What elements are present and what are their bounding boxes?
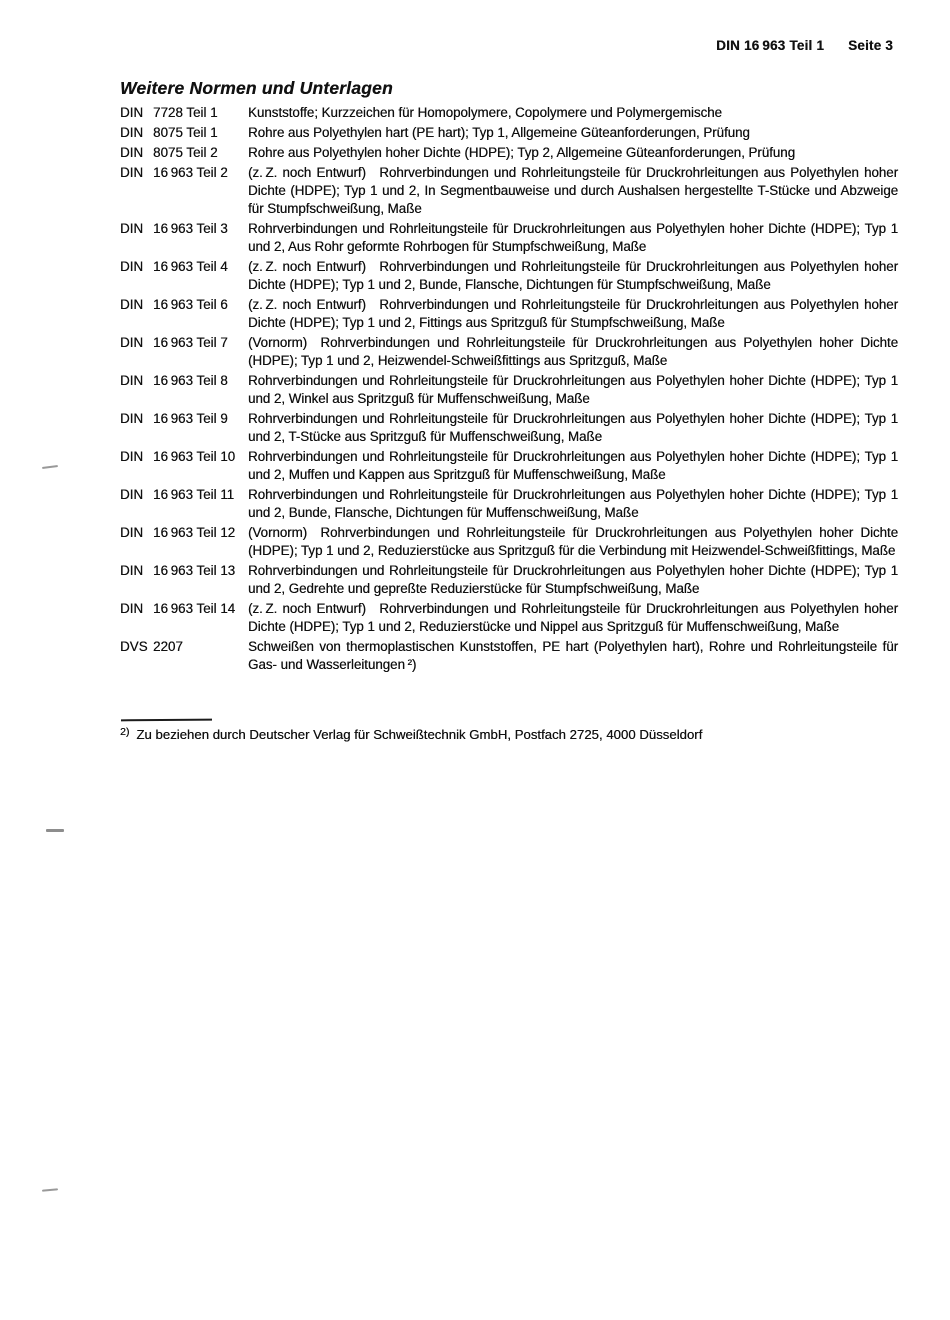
- reference-description: (z. Z. noch Entwurf) Rohrverbindungen und Rohrleitungsteile für Druckrohrleitungen aus Polyethylen hoher Dichte (HDPE); Typ 1 und 2, Fittings aus Spritzguß für Stumpfschweißung, Maße: [248, 297, 898, 330]
- reference-label: [120, 220, 248, 238]
- reference-description: Kunststoffe; Kurzzeichen für Homopolymere, Copolymere und Polymergemische: [248, 105, 722, 120]
- reference-label: [120, 410, 248, 428]
- footnote-marker: 2): [120, 726, 130, 738]
- reference-code: 16 963 Teil 14: [153, 601, 236, 616]
- header-page-number: Seite 3: [848, 38, 893, 53]
- reference-label: [120, 638, 248, 656]
- reference-row: [120, 334, 898, 370]
- reference-row: [120, 104, 898, 122]
- reference-org: DIN: [120, 335, 144, 350]
- reference-label: [120, 448, 248, 466]
- reference-label: [120, 296, 248, 314]
- reference-org: DIN: [120, 525, 144, 540]
- reference-row: [120, 524, 898, 560]
- scan-mark-artifact: [46, 829, 64, 832]
- reference-row: [120, 258, 898, 294]
- reference-code: 16 963 Teil 2: [153, 165, 228, 180]
- reference-row: [120, 164, 898, 218]
- reference-org: DIN: [120, 165, 144, 180]
- reference-code: 16 963 Teil 3: [153, 221, 228, 236]
- reference-description: Rohrverbindungen und Rohrleitungsteile für Druckrohrleitungen aus Polyethylen hoher Dichte (HDPE); Typ 1 und 2, Aus Rohr geformte Rohrbogen für Stumpfschweißung, Maße: [248, 221, 898, 254]
- scan-mark-artifact: [42, 1188, 58, 1191]
- reference-label: [120, 524, 248, 542]
- scan-mark-artifact: [42, 465, 58, 469]
- reference-description: Rohrverbindungen und Rohrleitungsteile für Druckrohrleitungen aus Polyethylen hoher Dichte (HDPE); Typ 1 und 2, Muffen und Kappen aus Spritzguß für Muffenschweißung, Maße: [248, 449, 898, 482]
- reference-code: 16 963 Teil 7: [153, 335, 228, 350]
- reference-label: [120, 562, 248, 580]
- footnote-text: Zu beziehen durch Deutscher Verlag für Schweißtechnik GmbH, Postfach 2725, 4000 Düsseldorf: [136, 727, 703, 742]
- section-title: Weitere Normen und Unterlagen: [120, 78, 393, 98]
- reference-code: 16 963 Teil 10: [153, 449, 236, 464]
- reference-row: [120, 448, 898, 484]
- reference-label: [120, 372, 248, 390]
- reference-code: 16 963 Teil 11: [153, 487, 235, 502]
- reference-code: 16 963 Teil 9: [153, 411, 228, 426]
- reference-description: Rohre aus Polyethylen hoher Dichte (HDPE); Typ 2, Allgemeine Güteanforderungen, Prüfung: [248, 145, 795, 160]
- reference-description: (z. Z. noch Entwurf) Rohrverbindungen und Rohrleitungsteile für Druckrohrleitungen aus Polyethylen hoher Dichte (HDPE); Typ 1 und 2, In Segmentbauweise und durch Aushalsen hergestellte T-Stücke und Abzweige für Stumpfschweißung, Maße: [248, 165, 898, 216]
- reference-org: DIN: [120, 373, 144, 388]
- reference-code: 16 963 Teil 13: [153, 563, 236, 578]
- reference-row: [120, 486, 898, 522]
- reference-org: DIN: [120, 125, 144, 140]
- reference-row: [120, 220, 898, 256]
- reference-org: DIN: [120, 411, 144, 426]
- reference-label: [120, 144, 248, 162]
- reference-org: DIN: [120, 601, 144, 616]
- reference-label: [120, 600, 248, 618]
- reference-code: 8075 Teil 2: [153, 145, 218, 160]
- reference-label: [120, 104, 248, 122]
- reference-row: [120, 124, 898, 142]
- reference-description: Rohrverbindungen und Rohrleitungsteile für Druckrohrleitungen aus Polyethylen hoher Dichte (HDPE); Typ 1 und 2, Bunde, Flansche, Dichtungen für Muffenschweißung, Maße: [248, 487, 898, 520]
- reference-org: DIN: [120, 449, 144, 464]
- reference-code: 16 963 Teil 12: [153, 525, 236, 540]
- reference-code: 8075 Teil 1: [153, 125, 218, 140]
- reference-row: [120, 144, 898, 162]
- reference-code: 16 963 Teil 4: [153, 259, 228, 274]
- reference-code: 16 963 Teil 6: [153, 297, 228, 312]
- reference-row: [120, 600, 898, 636]
- reference-row: [120, 372, 898, 408]
- reference-org: DIN: [120, 221, 144, 236]
- reference-org: DIN: [120, 487, 144, 502]
- reference-row: [120, 562, 898, 598]
- reference-label: [120, 164, 248, 182]
- reference-description: Rohrverbindungen und Rohrleitungsteile für Druckrohrleitungen aus Polyethylen hoher Dichte (HDPE); Typ 1 und 2, Winkel aus Spritzguß für Muffenschweißung, Maße: [248, 373, 898, 406]
- reference-list: [120, 104, 898, 676]
- reference-org: DIN: [120, 105, 144, 120]
- reference-row: [120, 296, 898, 332]
- reference-org: DIN: [120, 297, 144, 312]
- reference-description: (Vornorm) Rohrverbindungen und Rohrleitungsteile für Druckrohrleitungen aus Polyethylen hoher Dichte (HDPE); Typ 1 und 2, Reduzierstücke aus Spritzguß für die Verbindung mit Heizwendel-Schweißfittings, Maße: [248, 525, 898, 558]
- reference-description: (Vornorm) Rohrverbindungen und Rohrleitungsteile für Druckrohrleitungen aus Polyethylen hoher Dichte (HDPE); Typ 1 und 2, Heizwendel-Schweißfittings aus Spritzguß, Maße: [248, 335, 898, 368]
- reference-org: DIN: [120, 563, 144, 578]
- reference-label: [120, 258, 248, 276]
- reference-code: 2207: [153, 639, 183, 654]
- footnote-divider: [121, 719, 212, 722]
- page-header: [716, 38, 893, 53]
- reference-row: [120, 638, 898, 674]
- reference-description: (z. Z. noch Entwurf) Rohrverbindungen und Rohrleitungsteile für Druckrohrleitungen aus Polyethylen hoher Dichte (HDPE); Typ 1 und 2, Bunde, Flansche, Dichtungen für Stumpfschweißung, Maße: [248, 259, 898, 292]
- reference-description: Schweißen von thermoplastischen Kunststoffen, PE hart (Polyethylen hart), Rohre und Rohrleitungsteile für Gas- und Wasserleitungen ²): [248, 639, 898, 672]
- reference-code: 16 963 Teil 8: [153, 373, 228, 388]
- reference-label: [120, 334, 248, 352]
- reference-code: 7728 Teil 1: [153, 105, 218, 120]
- reference-description: Rohre aus Polyethylen hart (PE hart); Typ 1, Allgemeine Güteanforderungen, Prüfung: [248, 125, 750, 140]
- reference-row: [120, 410, 898, 446]
- reference-label: [120, 124, 248, 142]
- reference-description: Rohrverbindungen und Rohrleitungsteile für Druckrohrleitungen aus Polyethylen hoher Dichte (HDPE); Typ 1 und 2, Gedrehte und gepreßte Reduzierstücke für Stumpfschweißung, Maße: [248, 563, 898, 596]
- reference-org: DVS: [120, 639, 148, 654]
- reference-description: (z. Z. noch Entwurf) Rohrverbindungen und Rohrleitungsteile für Druckrohrleitungen aus Polyethylen hoher Dichte (HDPE); Typ 1 und 2, Reduzierstücke und Nippel aus Spritzguß für Muffenschweißung, Maße: [248, 601, 898, 634]
- reference-org: DIN: [120, 259, 144, 274]
- reference-description: Rohrverbindungen und Rohrleitungsteile für Druckrohrleitungen aus Polyethylen hoher Dichte (HDPE); Typ 1 und 2, T-Stücke aus Spritzguß für Muffenschweißung, Maße: [248, 411, 898, 444]
- footnote: [120, 727, 702, 742]
- header-doc-ref: DIN 16 963 Teil 1: [716, 38, 825, 53]
- reference-org: DIN: [120, 145, 144, 160]
- reference-label: [120, 486, 248, 504]
